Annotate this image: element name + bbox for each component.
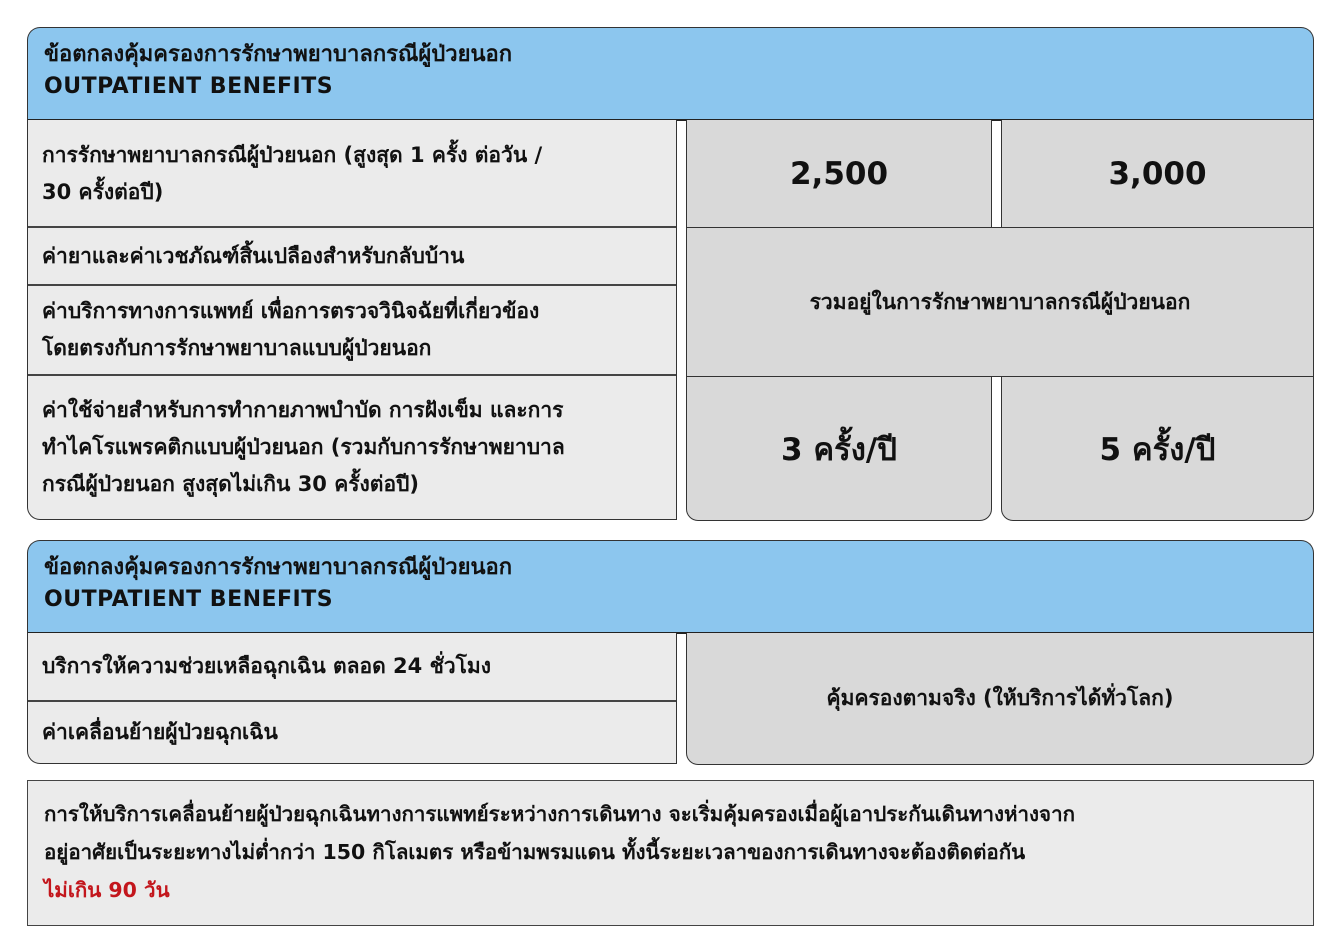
section2-title-en: OUTPATIENT BENEFITS [44, 587, 334, 612]
evacuation-condition-note [27, 780, 1314, 926]
section1-header [27, 27, 1314, 121]
note-line2: อยู่อาศัยเป็นระยะทางไม่ต่ำกว่า 150 กิโลเมตร หรือข้ามพรมแดน ทั้งนี้ระยะเวลาของการเดินทางจะต้องติดต่อกัน [44, 840, 1026, 864]
section2-benefit-list [27, 633, 677, 764]
therapy-plan1-value [686, 376, 992, 521]
therapy-plan1-text: 3 ครั้ง/ปี [781, 431, 897, 468]
section1-title-en: OUTPATIENT BENEFITS [44, 74, 334, 99]
opd-plan2-value [1001, 120, 1314, 228]
emergency-coverage-text: คุ้มครองตามจริง (ให้บริการได้ทั่วโลก) [826, 686, 1174, 710]
benefit-row-opd-line1: การรักษาพยาบาลกรณีผู้ป่วยนอก (สูงสุด 1 ครั้ง ต่อวัน / [42, 142, 543, 167]
section2-header [27, 540, 1314, 634]
benefit-row-evacuation-text: ค่าเคลื่อนย้ายผู้ป่วยฉุกเฉิน [42, 719, 278, 744]
section1-benefit-list [27, 120, 677, 520]
benefit-row-diagnostic-line2: โดยตรงกับการรักษาพยาบาลแบบผู้ป่วยนอก [42, 336, 432, 360]
benefit-row-medicine-line1: ค่ายาและค่าเวชภัณฑ์สิ้นเปลืองสำหรับกลับบ้าน [42, 243, 465, 268]
benefit-row-opd [28, 120, 675, 227]
emergency-coverage-cell [686, 633, 1314, 765]
benefit-row-therapy [28, 376, 675, 518]
opd-plan1-text: 2,500 [789, 155, 889, 192]
therapy-plan2-value [1001, 376, 1314, 521]
benefit-row-therapy-line3: กรณีผู้ป่วยนอก สูงสุดไม่เกิน 30 ครั้งต่อปี) [42, 471, 419, 496]
benefit-row-emergency-assistance-text: บริการให้ความช่วยเหลือฉุกเฉิน ตลอด 24 ชั่วโมง [42, 654, 492, 678]
benefit-row-opd-line2: 30 ครั้งต่อปี) [42, 179, 164, 204]
included-in-opd-cell [686, 227, 1314, 377]
section2-title-th: ข้อตกลงคุ้มครองการรักษาพยาบาลกรณีผู้ป่วยนอก [44, 555, 513, 580]
opd-plan2-text: 3,000 [1108, 155, 1207, 192]
note-line1: การให้บริการเคลื่อนย้ายผู้ป่วยฉุกเฉินทางการแพทย์ระหว่างการเดินทาง จะเริ่มคุ้มครองเมื่อผู้เอาประกันเดินทางห่างจาก [44, 802, 1075, 826]
included-in-opd-text: รวมอยู่ในการรักษาพยาบาลกรณีผู้ป่วยนอก [809, 289, 1191, 314]
section1-title-th: ข้อตกลงคุ้มครองการรักษาพยาบาลกรณีผู้ป่วยนอก [44, 42, 513, 67]
benefit-row-therapy-line2: ทำไคโรแพรคติกแบบผู้ป่วยนอก (รวมกับการรักษาพยาบาล [42, 434, 565, 459]
therapy-plan2-text: 5 ครั้ง/ปี [1099, 431, 1216, 468]
benefit-row-diagnostic [28, 286, 675, 374]
benefit-row-diagnostic-line1: ค่าบริการทางการแพทย์ เพื่อการตรวจวินิจฉัยที่เกี่ยวข้อง [42, 299, 540, 323]
note-highlight-90-days: ไม่เกิน 90 วัน [44, 878, 170, 902]
opd-plan1-value [686, 120, 992, 228]
benefit-row-evacuation [28, 702, 675, 762]
benefit-row-emergency-assistance [28, 633, 675, 700]
benefit-row-medicine [28, 228, 675, 284]
benefit-row-therapy-line1: ค่าใช้จ่ายสำหรับการทำกายภาพบำบัด การฝังเข็ม และการ [42, 397, 564, 422]
